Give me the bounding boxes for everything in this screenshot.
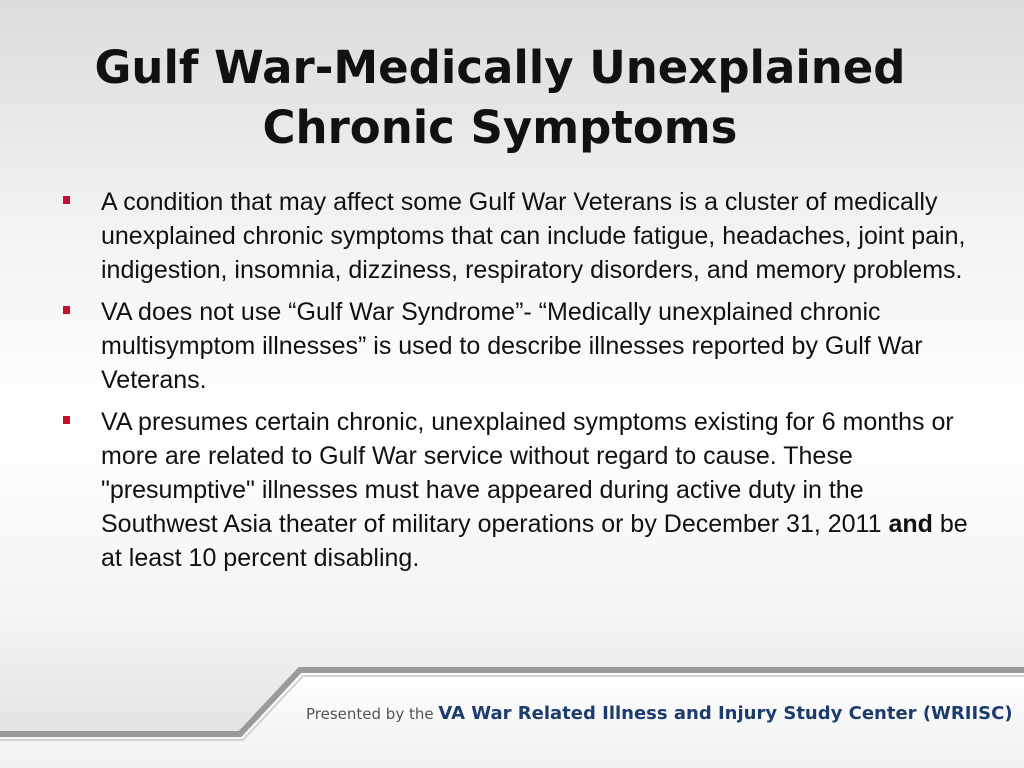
bullet-item-1 xyxy=(60,185,980,287)
square-bullet-icon xyxy=(63,416,70,424)
slide-title xyxy=(40,38,960,158)
footer-credit xyxy=(306,703,1013,724)
bullet-item-2 xyxy=(60,295,980,397)
footer-prefix: Presented by the xyxy=(306,705,439,723)
bullet-text-3-before: VA presumes certain chronic, unexplained symptoms existing for 6 months or more are related to Gulf War service without regard to cause. These "presumptive" illnesses must have appeared during active duty in the Southwest Asia theater of military operations or by December 31, 2011 xyxy=(101,408,954,538)
bullet-list xyxy=(60,185,980,583)
slide-title-line-2: Chronic Symptoms xyxy=(262,101,738,154)
bullet-text-1: A condition that may affect some Gulf War Veterans is a cluster of medically unexplained chronic symptoms that can include fatigue, headaches, joint pain, indigestion, insomnia, dizziness, respiratory disorders, and memory problems. xyxy=(101,188,966,284)
bullet-text-2: VA does not use “Gulf War Syndrome”- “Medically unexplained chronic multisymptom illnesses” is used to describe illnesses reported by Gulf War Veterans. xyxy=(101,298,923,394)
bullet-item-3 xyxy=(60,405,980,575)
bullet-text-3-bold: and xyxy=(888,510,933,538)
slide-title-line-1: Gulf War-Medically Unexplained xyxy=(94,41,906,94)
square-bullet-icon xyxy=(63,306,70,314)
footer-organization: VA War Related Illness and Injury Study Center (WRIISC) xyxy=(438,703,1013,724)
square-bullet-icon xyxy=(63,196,70,204)
bullet-text-3-after: be at least 10 percent disabling. xyxy=(101,510,968,572)
